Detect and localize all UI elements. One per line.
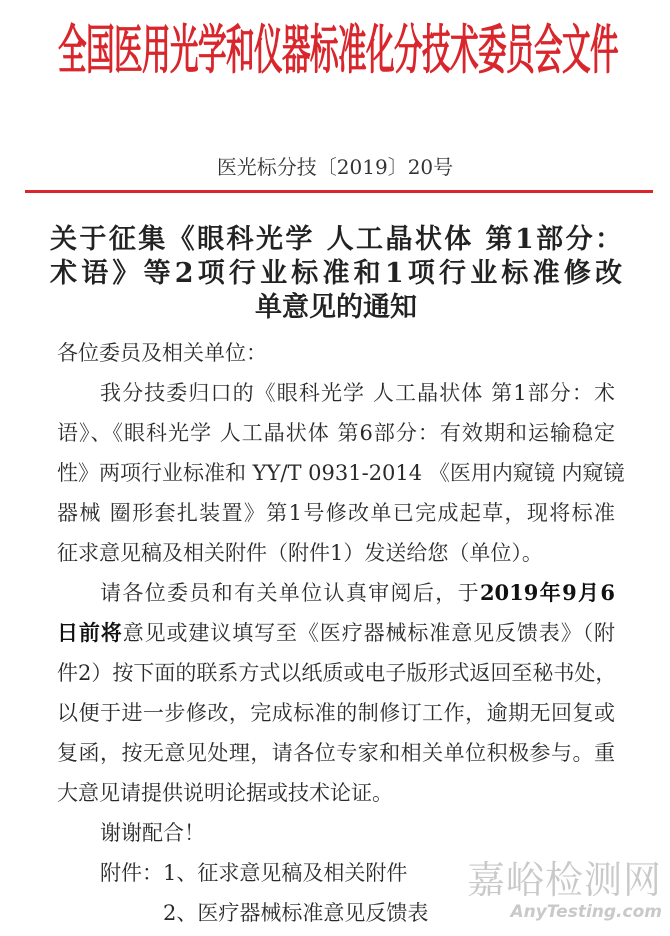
- attachment-1: 附件：1、征求意见稿及相关附件: [100, 861, 408, 885]
- document-number: 医光标分技〔2019〕20号: [216, 155, 454, 179]
- thanks: 谢谢配合！: [100, 821, 205, 845]
- org-title: 全国医用光学和仪器标准化分技术委员会文件: [58, 19, 618, 81]
- salutation: 各位委员及相关单位：: [57, 341, 267, 365]
- red-divider: [25, 190, 653, 193]
- body-line: [100, 573, 615, 613]
- body-line: [57, 613, 615, 653]
- body-line: 大意见请提供说明论据或技术论证。: [57, 781, 393, 805]
- body-line: 征求意见稿及相关附件（附件1）发送给您（单位）。: [57, 541, 543, 565]
- body-line: 以便于进一步修改，完成标准的制修订工作，逾期无回复或: [57, 701, 615, 725]
- deadline-date: 2019年9月6: [479, 580, 616, 605]
- body-text: 意见或建议填写至《医疗器械标准意见反馈表》（附: [122, 621, 616, 645]
- headline-line: 单意见的通知: [255, 292, 417, 323]
- body-line: 复函，按无意见处理，请各位专家和相关单位积极参与。重: [57, 741, 615, 765]
- watermark-en: AnyTesting.com: [510, 902, 662, 922]
- body-line: 我分技委归口的《眼科光学 人工晶状体 第1部分：术: [100, 381, 615, 405]
- headline-line: 术语》等2项行业标准和1项行业标准修改: [50, 258, 622, 289]
- body-line: 语》、《眼科光学 人工晶状体 第6部分：有效期和运输稳定: [57, 421, 615, 445]
- deadline-suffix: 日前将: [57, 620, 123, 645]
- body-line: 器械 圈形套扎装置》第1号修改单已完成起草，现将标准: [57, 501, 615, 525]
- body-line: 性》两项行业标准和 YY/T 0931-2014 《医用内窥镜 内窥镜: [57, 461, 625, 485]
- body-text: 请各位委员和有关单位认真审阅后，于: [100, 581, 480, 605]
- watermark-cn: 嘉峪检测网: [466, 858, 662, 902]
- watermark: [467, 858, 662, 922]
- attachment-2: 2、医疗器械标准意见反馈表: [163, 901, 429, 925]
- body-line: 件2）按下面的联系方式以纸质或电子版形式返回至秘书处，: [57, 661, 617, 685]
- headline-line: 关于征集《眼科光学 人工晶状体 第1部分：: [50, 224, 622, 255]
